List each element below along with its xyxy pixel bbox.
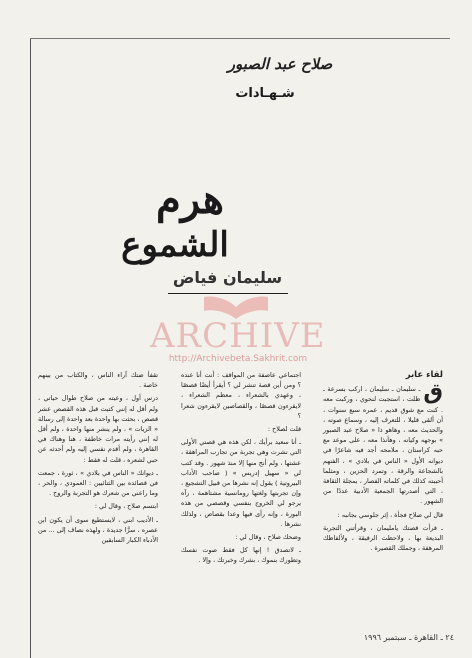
paragraph: وضحك صلاح ، وقال لي : <box>235 533 301 542</box>
paragraph: ـ الأديب ابني ، لايستطيع سوى أن يكون ابن عصره ، سرًّا جديدة ، ولهذه نصاف إلى ... من الأدباء الكبار السابقين <box>38 515 158 545</box>
drop-cap: ق <box>423 380 443 406</box>
paragraph: قلت لصلاح : <box>267 425 301 434</box>
paragraph: ابتسم صلاح ، وقال لي : <box>94 502 158 511</box>
paragraph: ـ قرأت قصتك يامليمان ، وقرأتني التجربة البديعة بها ، ولاحظت الرقيقة ، ولألفاظك المرهفة ، وجملك القصيرة . <box>323 523 443 553</box>
text-column-middle <box>181 370 301 569</box>
paragraph: درس أول ، وعيته من صلاح طوال حياتي ، ولم أقل له إنني كتبت قبل هذه القصص عشر قصص ، بحثت بها واحدة بعد واحدة إلى رسالة « الزيات » ، ولم ينشر منها واحدة ، ولم أقل له إنني رأيته مرات خاطفة ، هنا وهناك في القاهرة ، ولم أقدم نفسي إليه ولم أحدثه عن حبي لشعره ، قلت له فقط : <box>38 394 158 464</box>
paragraph: ق ـ سليمان ـ سليمان ، اركب بسرعة ـ ظلت ، استجبت لنحوي ، وركبت معه . كنت مع شوق قديم ، عمره سبع سنوات ، أن ألقى قليلا ، للتعرف إليه ، وسماع صوته ، والحديث معه ، وهاهو ذا « صلاح عبد الصبور » بوجهه وكيانه ، وهأنذا معه ، على موعد مع حبه كراستان ، ملامحه أجد فيه شاعرًا في ديوانه الأول « الناس في بلادي » ، الفنهم بالشجاعة والرقة ، وتمرد الحزين ، ومثلما أحببته كذلك في كلماته الفصار ، بمجلة الثقافة ، التي أصدرتها الجمعية الأدبية عددًا من الشهور . <box>323 380 443 506</box>
author-signature: صلاح عبد الصبور <box>227 55 333 73</box>
article-title-line1: هرم <box>156 176 224 223</box>
watermark-url: http://Archivebeta.Sakhrit.com <box>168 354 308 364</box>
page-border-top <box>30 38 450 39</box>
page-border-left <box>30 38 31 658</box>
text-column-right <box>323 370 443 556</box>
text-column-left <box>38 370 158 548</box>
article-title-line2: الشموع <box>121 225 229 265</box>
paragraph: تقفأ ضتك آراء الناس ، والكتاب من بينهم خاصة . <box>38 371 158 390</box>
page-footer: ٢٤ ـ القاهرة ـ سبتمبر ١٩٩٦ <box>363 633 454 642</box>
watermark-text: ARCHIVE <box>150 316 326 356</box>
section-heading: لقاء عابر <box>405 370 443 380</box>
paragraph: ـ لاتصدق ! إنها كل فقط صوت نفسك وتطورك بنموك ، بشرك وخبرتك ، وإلا . <box>181 546 301 565</box>
paragraph: اجتماعي عاصفة من المواقف : أنت أنا عنده ؟ ومن أين قصة تنشر لي ؟ أيقرأ أيضًا قصصًا ، وعهدي بالشعراء ، معظم الشعراء ، لايقرءون قصصًا ، والقصاصين لايقرءون شعرا ؟ <box>181 371 301 420</box>
paragraph: ـ أنا سعيد برأيك ، لكن هذه هي قصتي الأولى التي نشرت وهي تجربة من تجارب المراهقة ، عشتها ، ولم أنج منها إلا منذ شهور . وقد كتب لي « سهيل إدريس » ( صاحب الأداب البيروتية ) يقول إنه نشرها من قبيل التشجيع ، وإن تجربتها ولغتها رومانسية مشتاهمة ، رآه يرجو لي الخروج بنفسي وقصصي من هذه البورة ، وإنه رأى فيها وعدا بقصاص ، ولذلك نشرها . <box>181 438 301 528</box>
paragraph: قال لي صلاح فجأة ، إثر جلوسي بجانبه : <box>337 510 443 519</box>
section-label: شـهـادات <box>235 86 295 101</box>
paragraph: ـ ديوانك « الناس في بلادي » ، ثورة ، جمعت في قصائده بين الثنائيين : العمودي ، والحر ، وما راعني من شعرك هو التجربة والروح . <box>38 468 158 498</box>
article-author: سليمان فياض <box>172 268 283 287</box>
